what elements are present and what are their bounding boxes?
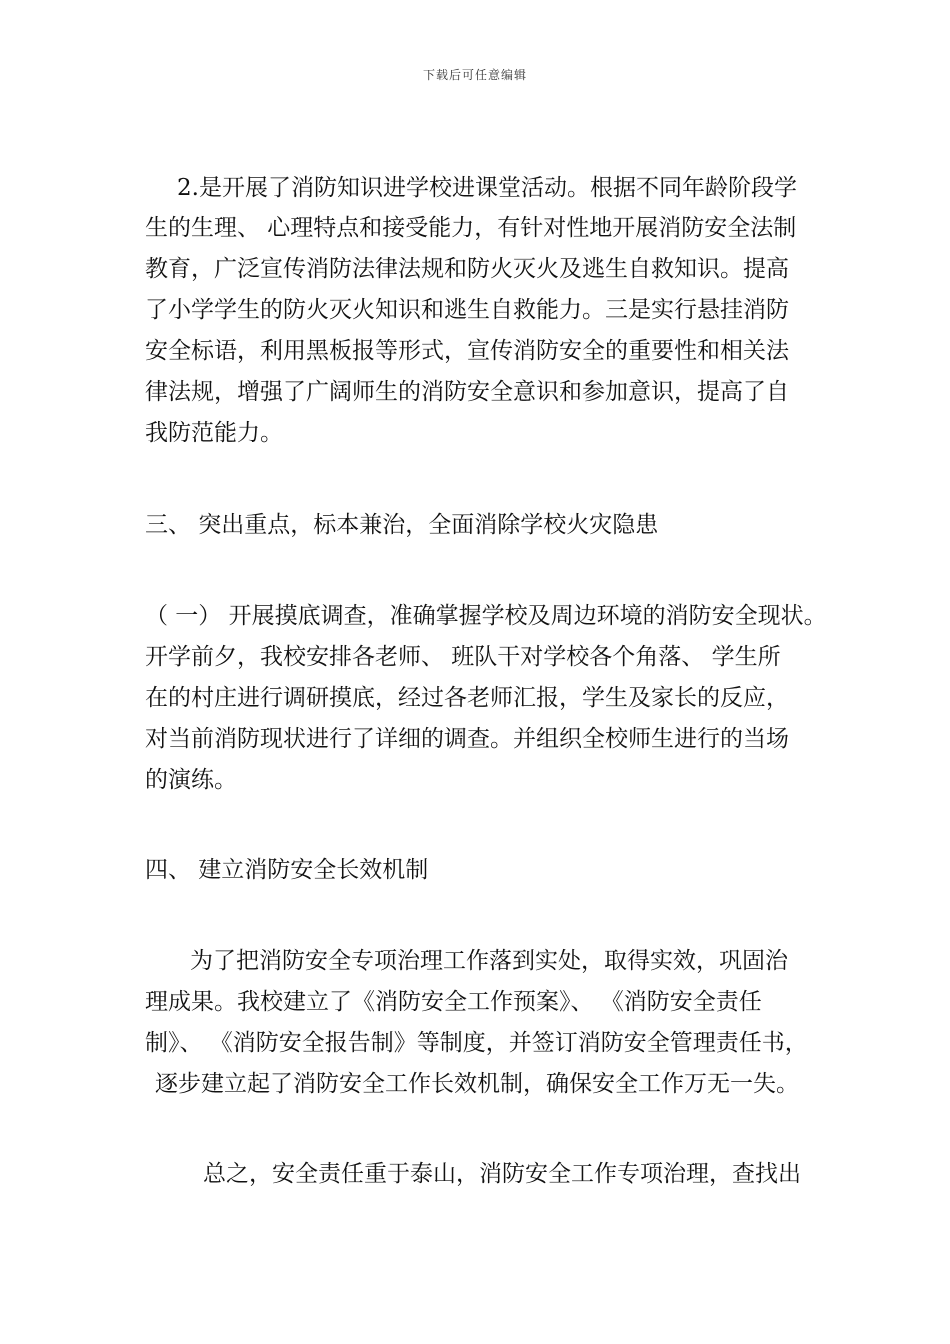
text-line: 安全标语，利用黑板报等形式，宣传消防安全的重要性和相关法	[145, 338, 789, 364]
text-line: 逐步建立起了消防安全工作长效机制，确保安全工作万无一失。	[155, 1071, 799, 1097]
section-heading-4: 四、 建立消防安全长效机制	[145, 857, 429, 883]
text-line: 开学前夕，我校安排各老师、 班队干对学校各个角落、 学生所	[145, 644, 781, 670]
text-line: 律法规，增强了广阔师生的消防安全意识和参加意识，提高了自	[145, 379, 789, 405]
text-line: 的演练。	[145, 767, 237, 793]
text-line: 理成果。我校建立了《消防安全工作预案》、 《消防安全责任	[145, 989, 762, 1015]
text-line: 总之，安全责任重于泰山，消防安全工作专项治理，查找出	[203, 1161, 801, 1187]
text-line: 对当前消防现状进行了详细的调查。并组织全校师生进行的当场	[145, 726, 789, 752]
text-line: 制》、 《消防安全报告制》等制度，并签订消防安全管理责任书，	[145, 1030, 808, 1056]
text-line: 2.是开展了消防知识进学校进课堂活动。根据不同年龄阶段学	[177, 175, 797, 201]
text-line: 生的生理、 心理特点和接受能力，有针对性地开展消防安全法制	[145, 215, 797, 241]
text-line: 为了把消防安全专项治理工作落到实处，取得实效，巩固治	[190, 948, 788, 974]
section-heading-3: 三、 突出重点，标本兼治，全面消除学校火灾隐患	[145, 512, 659, 538]
text-line: 我防范能力。	[145, 420, 283, 446]
header-note: 下载后可任意编辑	[422, 68, 527, 82]
text-line: （ 一） 开展摸底调查，准确掌握学校及周边环境的消防安全现状。	[145, 603, 827, 629]
text-line: 教育，广泛宣传消防法律法规和防火灭火及逃生自救知识。提高	[145, 256, 789, 282]
text-line: 在的村庄进行调研摸底，经过各老师汇报，学生及家长的反应，	[145, 685, 789, 711]
text-line: 了小学学生的防火灭火知识和逃生自救能力。三是实行悬挂消防	[145, 297, 789, 323]
